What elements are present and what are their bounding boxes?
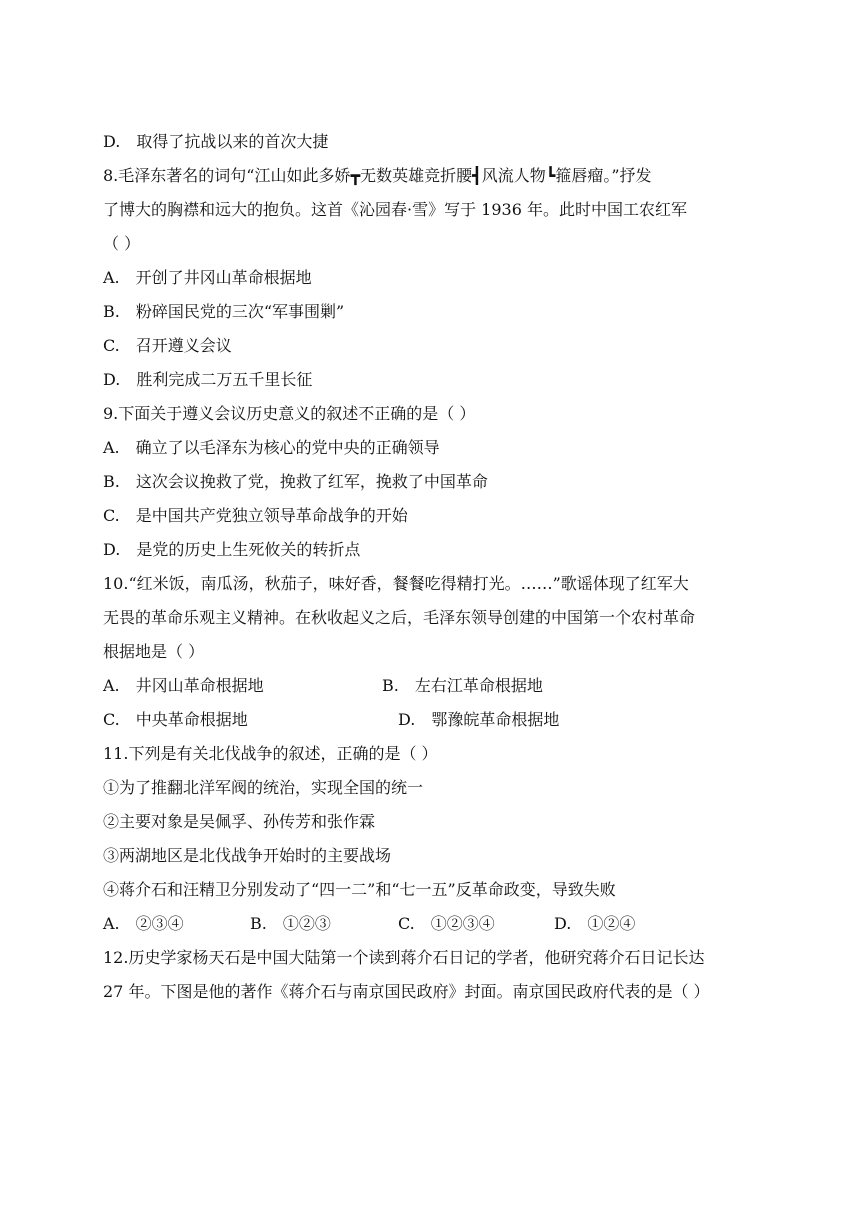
question-8-line-1: 8.毛泽东著名的词句“江山如此多娇┳无数英雄竞折腰┫风流人物┗箍唇瘤。”抒发 — [103, 166, 652, 185]
question-8-line-2: 了博大的胸襟和远大的抱负。这首《沁园春·雪》写于 1936 年。此时中国工农红军 — [103, 200, 687, 219]
statement-11-2: ②主要对象是吴佩孚、孙传芳和张作霖 — [103, 812, 376, 831]
question-10-line-3: 根据地是（ ） — [103, 642, 205, 661]
question-9: 9.下面关于遵义会议历史意义的叙述不正确的是（ ） — [103, 404, 476, 423]
statement-11-1: ①为了推翻北洋军阀的统治，实现全国的统一 — [103, 778, 424, 797]
option-11d: D. ①②④ — [554, 914, 636, 933]
option-9b: B. 这次会议挽救了党，挽救了红军，挽救了中国革命 — [103, 472, 488, 491]
question-12-line-1: 12.历史学家杨天石是中国大陆第一个读到蒋介石日记的学者，他研究蒋介石日记长达 — [103, 948, 705, 967]
option-10c: C. 中央革命根据地 — [103, 710, 248, 729]
option-8d: D. 胜利完成二万五千里长征 — [103, 370, 313, 389]
option-7d: D. 取得了抗战以来的首次大捷 — [103, 132, 329, 151]
question-12-line-2: 27 年。下图是他的著作《蒋介石与南京国民政府》封面。南京国民政府代表的是（ ） — [103, 982, 710, 1001]
option-11c: C. ①②③④ — [398, 914, 495, 933]
option-8c: C. 召开遵义会议 — [103, 336, 232, 355]
option-11b: B. ①②③ — [250, 914, 331, 933]
option-8b: B. 粉碎国民党的三次“军事围剿” — [103, 302, 345, 321]
option-9a: A. 确立了以毛泽东为核心的党中央的正确领导 — [103, 438, 440, 457]
option-9d: D. 是党的历史上生死攸关的转折点 — [103, 540, 361, 559]
option-10b: B. 左右江革命根据地 — [382, 676, 543, 695]
question-10-line-2: 无畏的革命乐观主义精神。在秋收起义之后，毛泽东领导创建的中国第一个农村革命 — [103, 608, 696, 627]
question-11: 11.下列是有关北伐战争的叙述，正确的是（ ） — [103, 744, 438, 763]
option-10d: D. 鄂豫皖革命根据地 — [398, 710, 560, 729]
statement-11-3: ③两湖地区是北伐战争开始时的主要战场 — [103, 846, 392, 865]
question-10-line-1: 10.“红米饭，南瓜汤，秋茄子，味好香，餐餐吃得精打光。……”歌谣体现了红军大 — [103, 574, 689, 593]
question-8-line-3: （ ） — [103, 234, 141, 253]
statement-11-4: ④蒋介石和汪精卫分别发动了“四一二”和“七一五”反革命政变，导致失败 — [103, 880, 616, 899]
option-8a: A. 开创了井冈山革命根据地 — [103, 268, 312, 287]
option-10a: A. 井冈山革命根据地 — [103, 676, 264, 695]
option-11a: A. ②③④ — [103, 914, 184, 933]
option-9c: C. 是中国共产党独立领导革命战争的开始 — [103, 506, 408, 525]
